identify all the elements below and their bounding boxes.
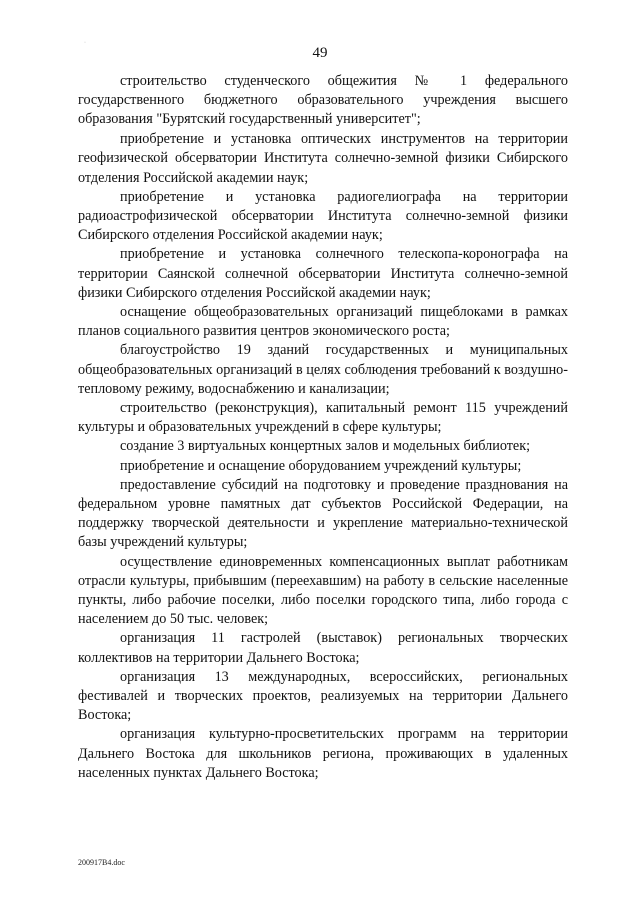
paragraph-05: оснащение общеобразовательных организаций пищеблоками в рамках планов социального развития центров экономического роста; [78,303,568,340]
paragraph-14: организация культурно-просветительских программ на территории Дальнего Востока для школьников региона, проживающих в удаленных населенных пунктах Дальнего Востока; [78,726,568,781]
paragraph-11: осуществление единовременных компенсационных выплат работникам отрасли культуры, прибывшим (переехавшим) на работу в сельские населенные пункты, либо рабочие поселки, либо поселки городского типа, либо города с населением до 50 тыс. человек; [78,553,568,628]
paragraph-10: предоставление субсидий на подготовку и проведение празднования на федеральном уровне памятных дат субъектов Российской Федерации, на поддержку творческой деятельности и укрепление материально-технической базы учреждений культуры; [78,476,568,551]
paragraph-01: строительство студенческого общежития № 1 федерального государственного бюджетного образовательного учреждения высшего образования "Бурятский государственный университет"; [78,73,568,128]
paragraph-08: создание 3 виртуальных концертных залов и модельных библиотек; [120,438,531,455]
paragraph-02: приобретение и установка оптических инструментов на территории геофизической обсерватории Института солнечно-земной физики Сибирского отделения Российской академии наук; [78,131,568,186]
footer-filename: 200917В4.doc [78,858,125,867]
corner-mark: · [84,40,86,46]
paragraph-04: приобретение и установка солнечного телескопа-коронографа на территории Саянской солнечной обсерватории Института солнечно-земной физики Сибирского отделения Российской академии наук; [78,246,568,301]
document-body [78,72,568,783]
paragraph-06: благоустройство 19 зданий государственных и муниципальных общеобразовательных организаций в целях соблюдения требований к воздушно-тепловому режиму, водоснабжению и канализации; [78,342,568,397]
page-number: 49 [312,45,328,61]
paragraph-13: организация 13 международных, всероссийских, региональных фестивалей и творческих проектов, реализуемых на территории Дальнего Востока; [78,668,568,724]
paragraph-07: строительство (реконструкция), капитальный ремонт 115 учреждений культуры и образовательных учреждений в сфере культуры; [78,399,568,436]
paragraph-03: приобретение и установка радиогелиографа на территории радиоастрофизической обсерватории Института солнечно-земной физики Сибирского отделения Российской академии наук; [78,188,568,244]
paragraph-09: приобретение и оснащение оборудованием учреждений культуры; [120,457,522,474]
paragraph-12: организация 11 гастролей (выставок) региональных творческих коллективов на территории Дальнего Востока; [78,630,568,666]
